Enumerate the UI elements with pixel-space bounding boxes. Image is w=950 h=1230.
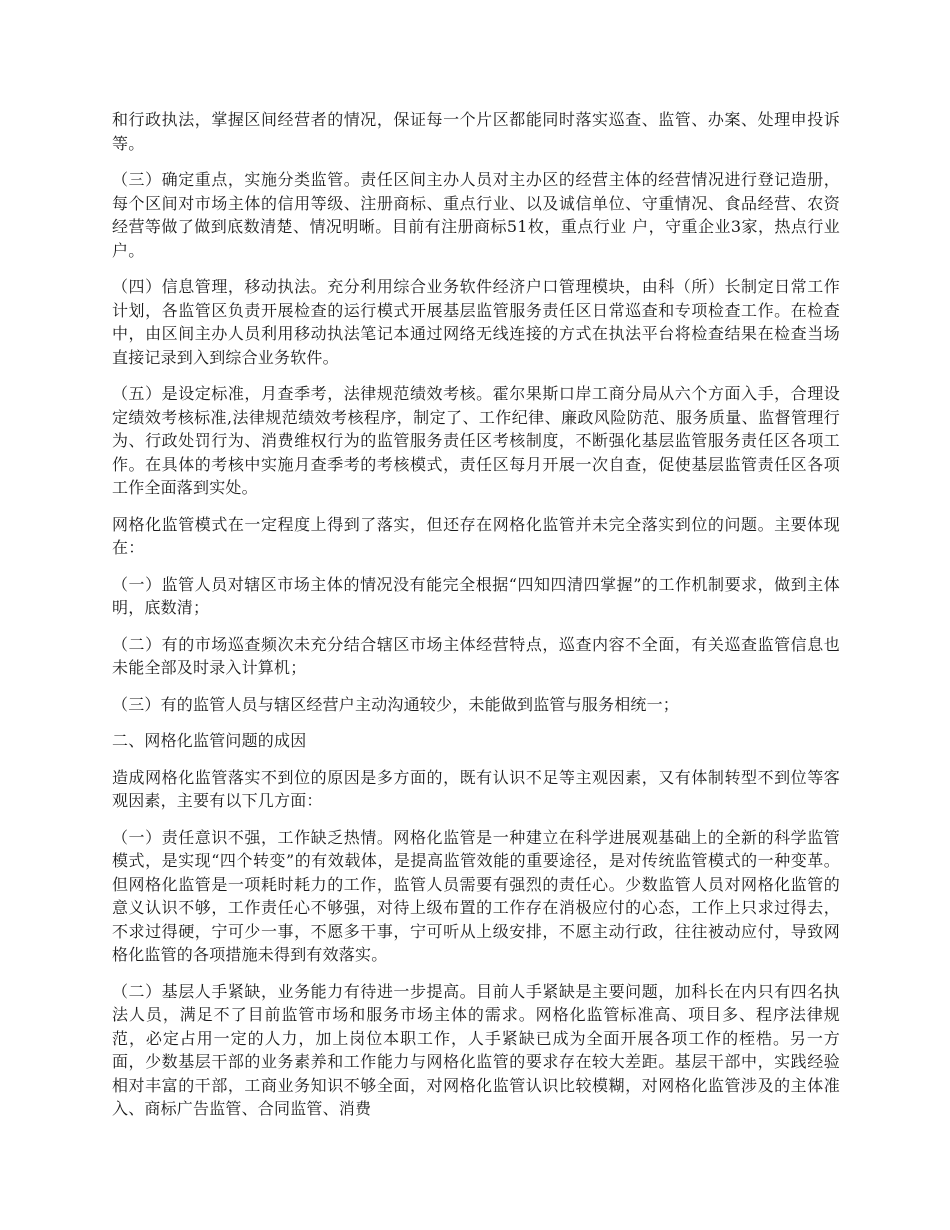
paragraph-1: 和行政执法，掌握区间经营者的情况，保证每一个片区都能同时落实巡查、监管、办案、处理申投诉等。	[112, 110, 840, 153]
paragraph-10: 造成网格化监管落实不到位的原因是多方面的，既有认识不足等主观因素，又有体制转型不到位等客观因素，主要有以下几方面：	[112, 767, 840, 810]
document-body	[112, 108, 840, 1134]
paragraph-11: （一）责任意识不强，工作缺乏热情。网格化监管是一种建立在科学进展观基础上的全新的科学监管模式，是实现“四个转变”的有效载体，是提高监管效能的重要途径，是对传统监管模式的一种变革。但网格化监管是一项耗时耗力的工作，监管人员需要有强烈的责任心。少数监管人员对网格化监管的意义认识不够，工作责任心不够强，对待上级布置的工作存在消极应付的心态，工作上只求过得去，不求过得硬，宁可少一事，不愿多干事，宁可听从上级安排，不愿主动行政，往往被动应付，导致网格化监管的各项措施未得到有效落实。	[112, 827, 840, 964]
paragraph-8: （三）有的监管人员与辖区经营户主动沟通较少，未能做到监管与服务相统一；	[112, 694, 680, 714]
paragraph-12: （二）基层人手紧缺，业务能力有待进一步提高。目前人手紧缺是主要问题，加科长在内只有四名执法人员，满足不了目前监管市场和服务市场主体的需求。网格化监管标准高、项目多、程序法律规范，必定占用一定的人力，加上岗位本职工作，人手紧缺已成为全面开展各项工作的桎梏。另一方面，少数基层干部的业务素养和工作能力与网格化监管的要求存在较大差距。基层干部中，实践经验相对丰富的干部，工商业务知识不够全面，对网格化监管认识比较模糊，对网格化监管涉及的主体准入、商标广告监管、合同监管、消费	[112, 981, 840, 1118]
paragraph-4: （五）是设定标准，月查季考，法律规范绩效考核。霍尔果斯口岸工商分局从六个方面入手，合理设定绩效考核标准,法律规范绩效考核程序，制定了、工作纪律、廉政风险防范、服务质量、监督管理行为、行政处罚行为、消费维权行为的监管服务责任区考核制度，不断强化基层监管服务责任区各项工作。在具体的考核中实施月查季考的考核模式，责任区每月开展一次自查，促使基层监管责任区各项工作全面落到实处。	[112, 384, 840, 497]
section-heading: 二、网格化监管问题的成因	[112, 731, 307, 750]
paragraph-6: （一）监管人员对辖区市场主体的情况没有能完全根据“四知四清四掌握”的工作机制要求，做到主体明，底数清；	[112, 574, 840, 617]
paragraph-2: （三）确定重点，实施分类监管。责任区间主办人员对主办区的经营主体的经营情况进行登记造册，每个区间对市场主体的信用等级、注册商标、重点行业、以及诚信单位、守重情况、食品经营、农资经营等做了做到底数清楚、情况明晰。目前有注册商标51枚，重点行业 户，守重企业3家，热点行业 户。	[112, 170, 840, 260]
paragraph-3: （四）信息管理，移动执法。充分利用综合业务软件经济户口管理模块，由科（所）长制定日常工作计划，各监管区负责开展检查的运行模式开展基层监管服务责任区日常巡查和专项检查工作。在检查中，由区间主办人员利用移动执法笔记本通过网络无线连接的方式在执法平台将检查结果在检查当场直接记录到入到综合业务软件。	[112, 277, 840, 367]
paragraph-7: （二）有的市场巡查频次未充分结合辖区市场主体经营特点，巡查内容不全面，有关巡查监管信息也未能全部及时录入计算机；	[112, 634, 840, 677]
paragraph-5: 网格化监管模式在一定程度上得到了落实，但还存在网格化监管并未完全落实到位的问题。主要体现在：	[112, 514, 840, 557]
